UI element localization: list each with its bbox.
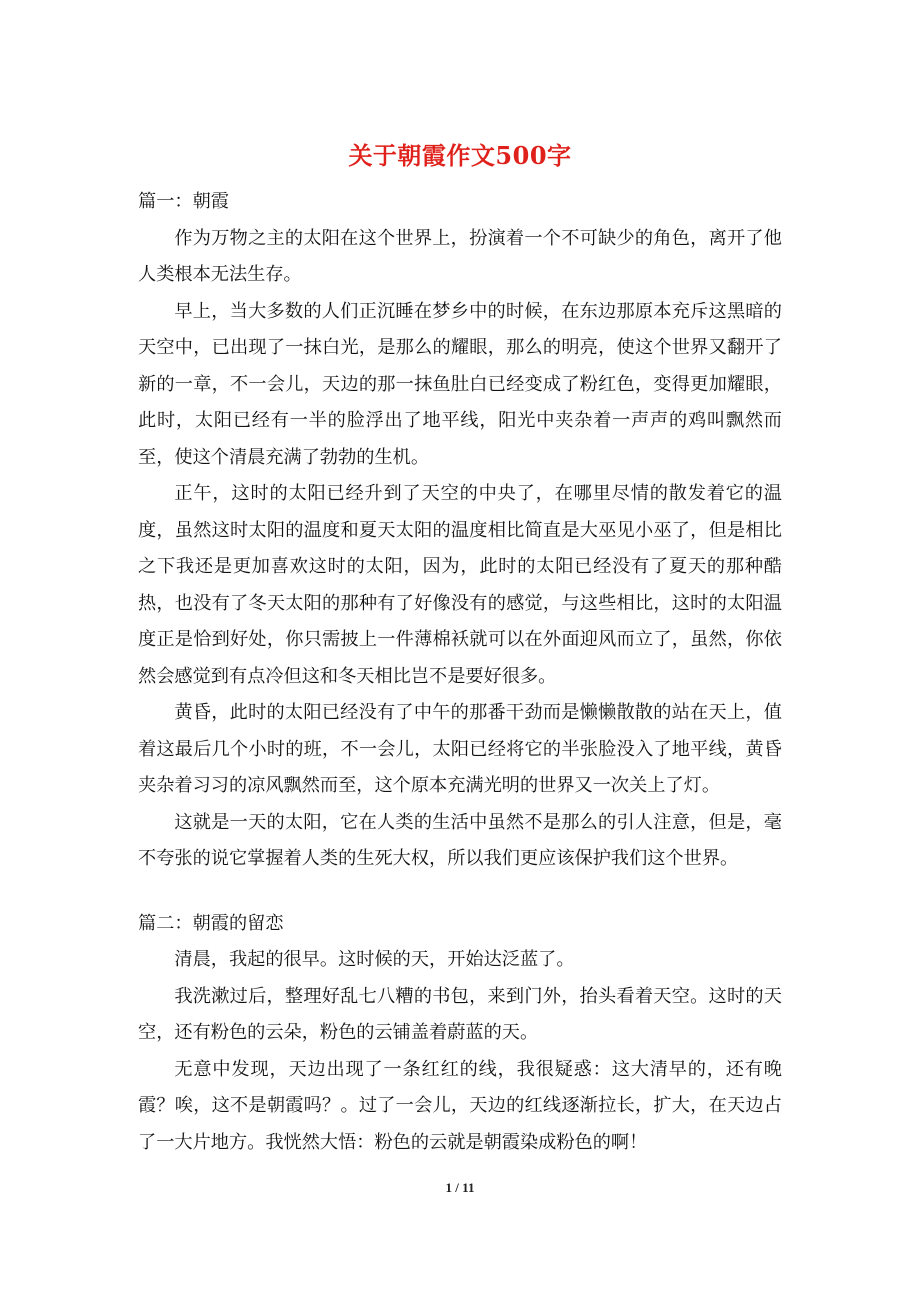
paragraph: 我洗漱过后，整理好乱七八糟的书包，来到门外，抬头看着天空。这时的天空，还有粉色的云朵，粉色的云铺盖着蔚蓝的天。 [138, 985, 782, 1043]
paragraph: 这就是一天的太阳，它在人类的生活中虽然不是那么的引人注意，但是，毫不夸张的说它掌握着人类的生死大权，所以我们更应该保护我们这个世界。 [138, 811, 782, 869]
section-heading: 篇二：朝霞的留恋 [138, 912, 284, 934]
paragraph: 无意中发现，天边出现了一条红红的线，我很疑惑：这大清早的，还有晚霞？唉，这不是朝霞吗？。过了一会儿，天边的红线逐渐拉长，扩大，在天边占了一大片地方。我恍然大悟：粉色的云就是朝霞染成粉色的啊！ [138, 1058, 782, 1153]
paragraph: 早上，当大多数的人们正沉睡在梦乡中的时候，在东边那原本充斥这黑暗的天空中，已出现了一抹白光，是那么的耀眼，那么的明亮，使这个世界又翻开了新的一章，不一会儿，天边的那一抹鱼肚白已经变成了粉红色，变得更加耀眼，此时，太阳已经有一半的脸浮出了地平线，阳光中夹杂着一声声的鸡叫飘然而至，使这个清晨充满了勃勃的生机。 [138, 300, 782, 468]
section-heading: 篇一：朝霞 [138, 191, 229, 212]
document-body [138, 184, 782, 1161]
paragraph: 清晨，我起的很早。这时候的天，开始达泛蓝了。 [174, 949, 575, 970]
page-number: 1 / 11 [445, 1180, 475, 1195]
paragraph: 黄昏，此时的太阳已经没有了中午的那番干劲而是懒懒散散的站在天上，值着这最后几个小时的班，不一会儿，太阳已经将它的半张脸没入了地平线，黄昏夹杂着习习的凉风飘然而至，这个原本充满光明的世界又一次关上了灯。 [138, 702, 782, 796]
paragraph: 正午，这时的太阳已经升到了天空的中央了，在哪里尽情的散发着它的温度，虽然这时太阳的温度和夏天太阳的温度相比简直是大巫见小巫了，但是相比之下我还是更加喜欢这时的太阳，因为，此时的太阳已经没有了夏天的那种酷热，也没有了冬天太阳的那种有了好像没有的感觉，与这些相比，这时的太阳温度正是恰到好处，你只需披上一件薄棉袄就可以在外面迎风而立了，虽然，你依然会感觉到有点冷但这和冬天相比岂不是要好很多。 [138, 483, 782, 687]
page-title: 关于朝霞作文500字 [348, 141, 572, 170]
paragraph: 作为万物之主的太阳在这个世界上，扮演着一个不可缺少的角色，离开了他人类根本无法生存。 [138, 227, 782, 285]
